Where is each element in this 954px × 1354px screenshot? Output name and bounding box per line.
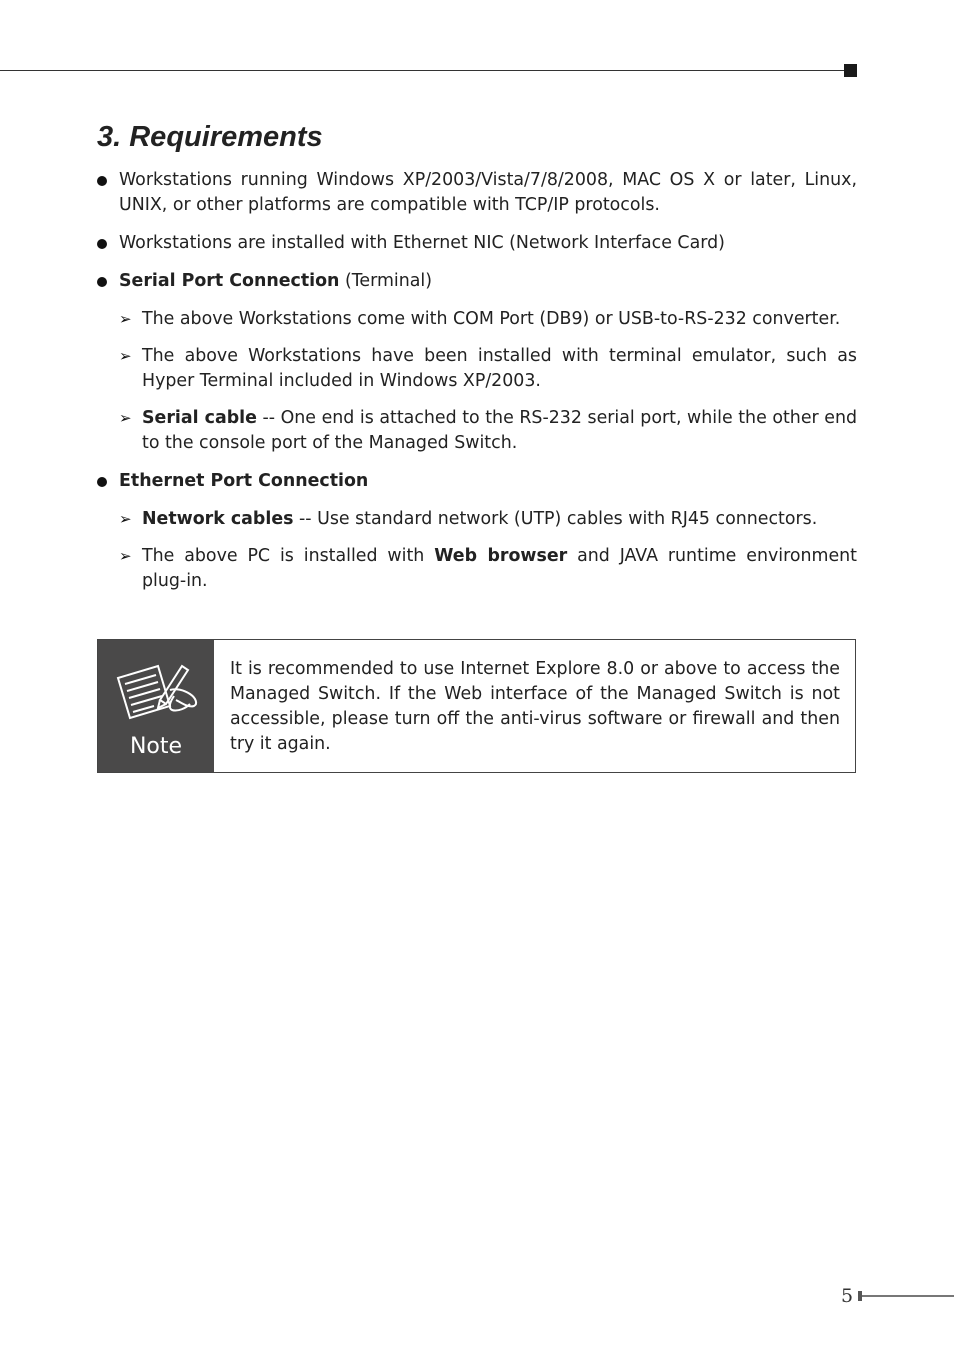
bullet-dot: [97, 277, 107, 287]
sub-item-heading: Network cables: [142, 509, 294, 529]
sub-item-text: -- One end is attached to the RS-232 serial port, while the other end to the console port of the Managed Switch.: [142, 408, 857, 453]
sub-item-heading: Web browser: [434, 546, 568, 566]
sub-item-text: and JAVA runtime environment plug-in.: [142, 546, 857, 591]
sub-item-text: The above Workstations have been installed with terminal emulator, such as Hyper Terminal included in Windows XP/2003.: [142, 346, 857, 391]
bullet-dot: [97, 477, 107, 487]
bullet-workstations-os: [97, 168, 857, 218]
header-rule: [0, 70, 848, 71]
footer-rule: [862, 1295, 954, 1297]
bullet-text: Workstations are installed with Ethernet NIC (Network Interface Card): [119, 233, 725, 253]
sub-item-text-pre: The above PC is installed with: [142, 546, 435, 566]
bullet-heading: Ethernet Port Connection: [119, 471, 369, 491]
arrow-bullet-icon: ➢: [119, 409, 132, 427]
sub-item-com-port: [119, 307, 857, 332]
note-box: [97, 639, 856, 773]
note-text: It is recommended to use Internet Explore 8.0 or above to access the Managed Switch. If the Web interface of the Managed Switch is not accessible, please turn off the anti-virus software or firewall and then try it again.: [230, 659, 840, 754]
note-pencil-icon: [110, 660, 200, 734]
header-square: [844, 64, 857, 77]
requirements-list: [97, 168, 857, 606]
note-sidebar: [98, 640, 214, 772]
sub-item-network-cables: [119, 507, 857, 532]
note-label: Note: [129, 734, 183, 759]
arrow-bullet-icon: ➢: [119, 547, 132, 565]
sub-item-text: The above Workstations come with COM Port (DB9) or USB-to-RS-232 converter.: [142, 309, 841, 329]
page-number: 5: [841, 1285, 854, 1307]
sub-item-text: -- Use standard network (UTP) cables with RJ45 connectors.: [293, 509, 818, 529]
bullet-ethernet-nic: [97, 231, 857, 256]
bullet-text: (Terminal): [339, 271, 433, 291]
bullet-text: Workstations running Windows XP/2003/Vista/7/8/2008, MAC OS X or later, Linux, UNIX, or other platforms are compatible with TCP/IP protocols.: [119, 170, 857, 215]
bullet-dot: [97, 239, 107, 249]
arrow-bullet-icon: ➢: [119, 310, 132, 328]
arrow-bullet-icon: ➢: [119, 510, 132, 528]
arrow-bullet-icon: ➢: [119, 347, 132, 365]
bullet-heading: Serial Port Connection: [119, 271, 340, 291]
sub-item-terminal-emulator: [119, 344, 857, 394]
bullet-serial-port: [97, 269, 857, 294]
sub-item-serial-cable: [119, 406, 857, 456]
sub-item-heading: Serial cable: [142, 408, 257, 428]
section-title: 3. Requirements: [97, 121, 323, 153]
sub-item-web-browser: [119, 544, 857, 594]
bullet-dot: [97, 176, 107, 186]
bullet-ethernet-port: [97, 469, 857, 494]
